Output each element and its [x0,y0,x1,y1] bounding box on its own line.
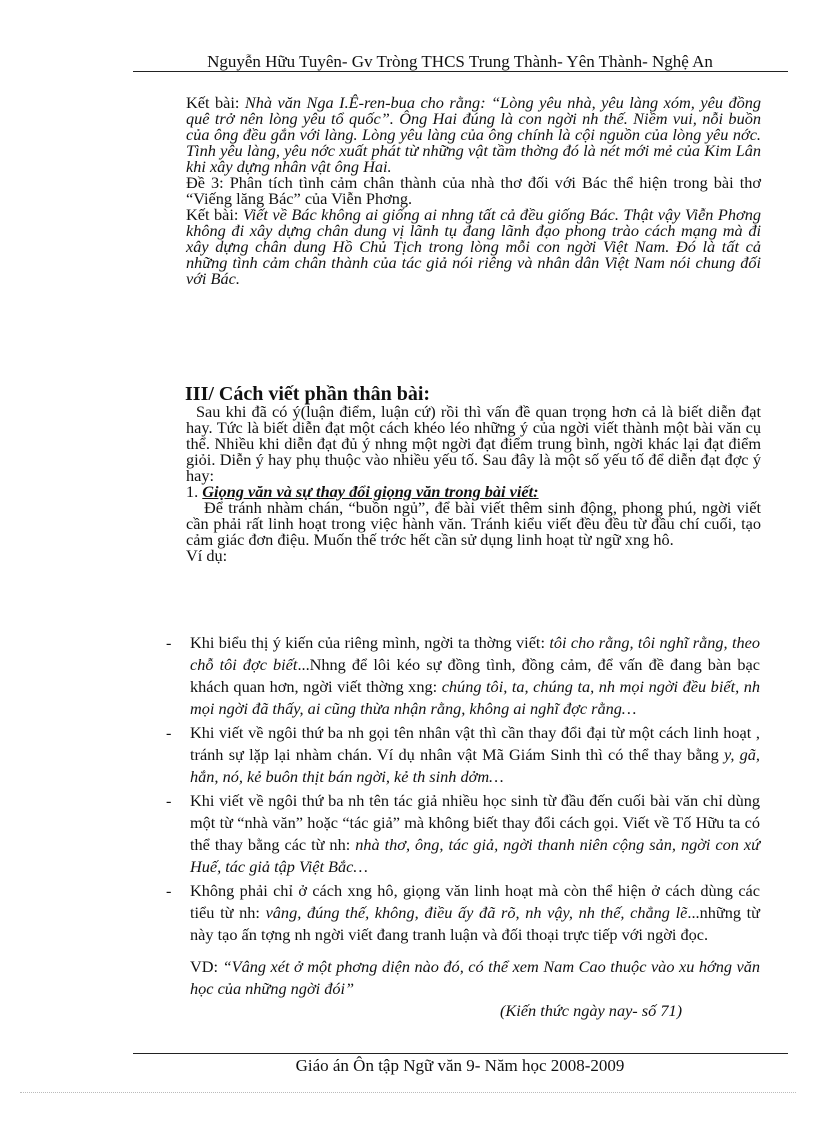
bullet-marker: - [166,881,172,900]
bullet-text: Khi viết về ngôi thứ ba nh gọi tên nhân vật thì cần thay đổi đại từ một cách linh hoạt , tránh sự lặp lại nhàm chán. Ví dụ nhân vật Mã Giám Sinh thì có thể thay bằng [190,723,760,764]
page-bottom-divider [20,1092,796,1093]
example-quote [190,956,760,1000]
conclusion-label: Kết bài: [186,93,245,112]
conclusion-section [186,95,761,287]
bullet-italic: vâng, đúng thế, không, điều ấy đã rõ, nh vậy, nh thế, chẳng lẽ [265,903,688,922]
bullet-text: Khi biểu thị ý kiến của riêng mình, ngời ta thờng viết: [190,633,550,652]
footer-rule [133,1053,788,1054]
bullet-text: ...những từ này tạo ấn tợng nh ngời viết đang tranh luận và đối thoại trực tiếp với ngời đọc. [190,903,760,944]
conclusion-label-2: Kết bài: [186,205,243,224]
body-intro [186,404,761,564]
section-title: III/ Cách viết phần thân bài: [185,383,431,405]
example-label: Ví dụ: [186,546,228,565]
bullet-list [160,632,760,948]
header-rule [133,71,788,72]
list-item [160,790,760,878]
intro-paragraph: Sau khi đã có ý(luận điểm, luận cứ) rồi thì vấn đề quan trọng hơn cả là biết diễn đạt hay. Tức là biết diễn đạt một cách khéo léo những ý của ngời viết thành một bài văn cụ thể. Nhiều khi diễn đạt đủ ý nhng một ngời đạt điểm trung bình, ngời khác lại đạt điểm giỏi. Diễn ý hay phụ thuộc vào nhiều yếu tố. Sau đây là một số yếu tố để diễn đạt đợc ý hay: [186,402,761,485]
bullet-italic: tôi cho rằng, tôi nghĩ rằng, theo chỗ tôi đợc biết [190,633,760,674]
list-item [160,880,760,946]
subsection-paragraph: Để tránh nhàm chán, “buồn ngủ”, để bài viết thêm sinh động, phong phú, ngời viết cần phải rất linh hoạt trong việc hành văn. Tránh kiểu viết đều đều từ đầu chí cuối, tạo cảm giác đơn điệu. Muốn thế trớc hết cần sử dụng linh hoạt từ ngữ xng hô. [186,498,761,549]
subsection-title: Giọng văn và sự thay đổi giọng văn trong bài viết: [202,482,539,501]
conclusion-paragraph-2 [186,207,761,287]
bullet-italic: chúng tôi, ta, chúng ta, nh mọi ngời đều biết, nh mọi ngời đã thấy, ai cũng thừa nhận rằng, không ai nghĩ đợc rằng… [190,677,760,718]
subsection-number: 1. [186,482,203,501]
bullet-text: Khi viết về ngôi thứ ba nh tên tác giả nhiều học sinh từ đầu đến cuối bài văn chỉ dùng một từ “nhà văn” hoặc “tác giả” mà không biết thay đổi cách gọi. Viết về Tố Hữu ta có thể thay bằng các từ nh: [190,791,760,854]
quote-paragraph [190,956,760,1000]
bullet-text: ...Nhng để lôi kéo sự đồng tình, đồng cảm, để vấn đề đang bàn bạc khách quan hơn, ngời viết thờng xng: [190,655,760,696]
quote-source: (Kiến thức ngày nay- số 71) [500,1001,683,1020]
page-footer: Giáo án Ôn tập Ngữ văn 9- Năm học 2008-2009 [295,1056,625,1075]
conclusion-text-1: Nhà văn Nga I.Ê-ren-bua cho rằng: “Lòng yêu nhà, yêu làng xóm, yêu đồng quê trở nên lòng yêu tổ quốc”. Ông Hai đúng là con ngời nh thế. Niềm vui, nỗi buồn của ông đều gắn với làng. Lòng yêu làng của ông chính là cội nguồn của lòng yêu nớc. Tình yêu làng, yêu nớc xuất phát từ những vật tầm thờng đó là nét mới mẻ của Kim Lân khi xây dựng nhân vật ông Hai. [186,93,762,176]
bullet-marker: - [166,633,172,652]
page-header: Nguyễn Hữu Tuyên- Gv Tròng THCS Trung Thành- Yên Thành- Nghệ An [207,52,713,71]
bullet-text: Không phải chỉ ở cách xng hô, giọng văn linh hoạt mà còn thể hiện ở cách dùng các tiểu từ nh: [190,881,760,922]
conclusion-paragraph-1 [186,95,761,175]
conclusion-text-2: Viết về Bác không ai giống ai nhng tất cả đều giống Bác. Thật vậy Viễn Phơng không đi xây dựng chân dung vị lãnh tụ đang lãnh đạo phong trào cách mạng mà đi xây dựng chân dung Hồ Chủ Tịch trong lòng mỗi con ngời Việt Nam. Đó là tất cả những tình cảm chân thành của tác giả nói riêng và nhân dân Việt Nam nói chung đối với Bác. [186,205,761,288]
quote-text: “Vâng xét ở một phơng diện nào đó, có thể xem Nam Cao thuộc vào xu hớng văn học của những ngời đói” [190,957,760,998]
list-item [160,722,760,788]
bullet-italic: nhà thơ, ông, tác giả, ngời thanh niên cộng sản, ngời con xứ Huế, tác giả tập Việt Bắc… [190,835,760,876]
quote-label: VD: [190,957,223,976]
topic-3: Đề 3: Phân tích tình cảm chân thành của nhà thơ đối với Bác thể hiện trong bài thơ “Viếng lăng Bác” của Viễn Phơng. [186,173,761,208]
bullet-marker: - [166,723,172,742]
bullet-marker: - [166,791,172,810]
list-item [160,632,760,720]
bullet-italic: y, gã, hắn, nó, kẻ buôn thịt bán ngời, kẻ th sinh dởm… [190,745,761,786]
